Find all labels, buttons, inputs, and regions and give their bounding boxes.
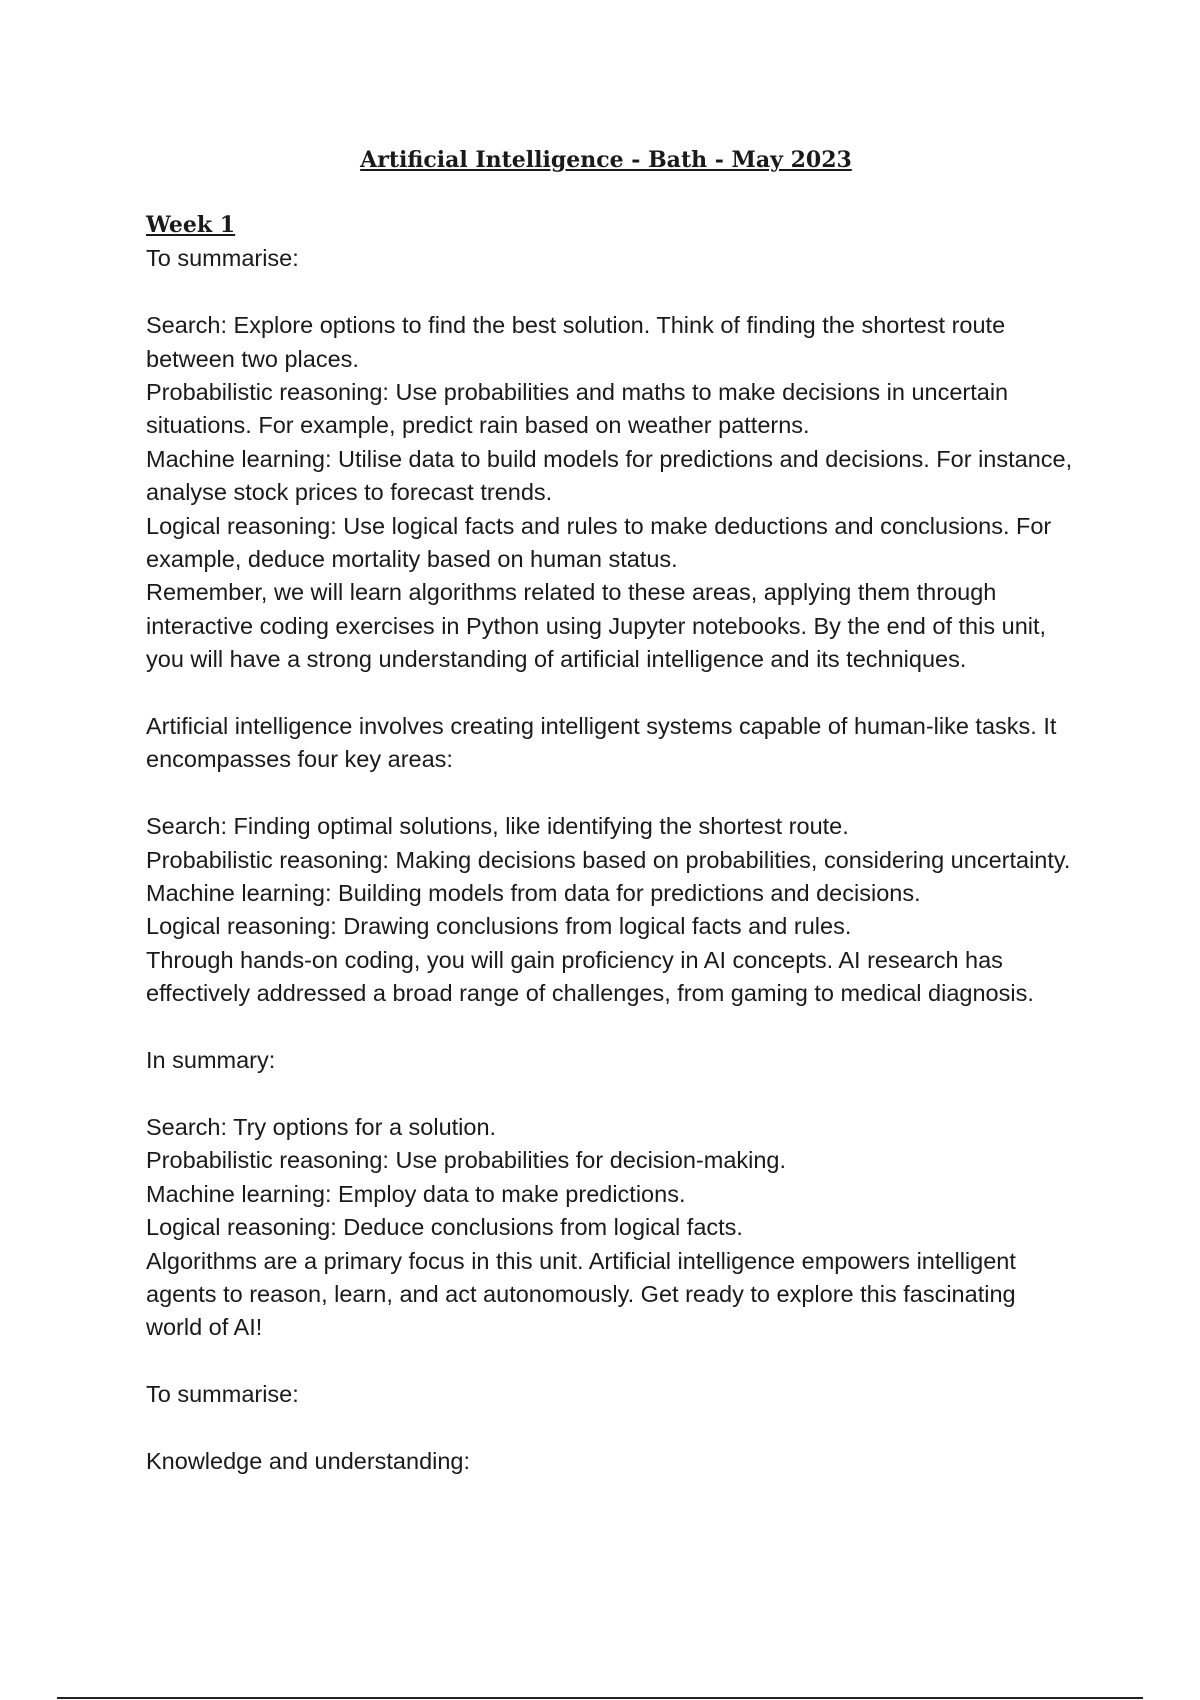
spacer xyxy=(146,1011,1076,1044)
document-title: Artificial Intelligence - Bath - May 2023 xyxy=(360,147,852,173)
section2-probabilistic: Probabilistic reasoning: Making decisions based on probabilities, considering uncertainty. xyxy=(146,846,1071,873)
spacer xyxy=(146,1412,1076,1445)
week-heading: Week 1 xyxy=(146,212,236,238)
ai-overview-paragraph: Artificial intelligence involves creating intelligent systems capable of human-like tasks. It encompasses four key areas: xyxy=(146,713,1057,773)
summary-label: In summary: xyxy=(146,1047,276,1074)
section3-logical: Logical reasoning: Deduce conclusions from logical facts. xyxy=(146,1214,743,1241)
section2-search: Search: Finding optimal solutions, like identifying the shortest route. xyxy=(146,813,849,840)
section2-logical: Logical reasoning: Drawing conclusions from logical facts and rules. xyxy=(146,913,852,940)
section2-machine-learning: Machine learning: Building models from data for predictions and decisions. xyxy=(146,880,921,907)
section3-search: Search: Try options for a solution. xyxy=(146,1113,497,1140)
intro-label: To summarise: xyxy=(146,245,299,272)
section1-probabilistic: Probabilistic reasoning: Use probabilities and maths to make decisions in uncertain situations. For example, predict rain based on weather patterns. xyxy=(146,379,1009,439)
spacer xyxy=(146,1078,1076,1111)
section3-algorithms: Algorithms are a primary focus in this unit. Artificial intelligence empowers intelligent agents to reason, learn, and act autonomously. Get ready to explore this fascinating world of AI! xyxy=(146,1247,1016,1341)
document-page xyxy=(146,143,1076,1478)
section2-hands-on: Through hands-on coding, you will gain proficiency in AI concepts. AI research has effectively addressed a broad range of challenges, from gaming to medical diagnosis. xyxy=(146,946,1034,1007)
page-bottom-rule xyxy=(57,1697,1143,1699)
section3-machine-learning: Machine learning: Employ data to make predictions. xyxy=(146,1180,686,1207)
knowledge-label: Knowledge and understanding: xyxy=(146,1447,471,1474)
section1-search: Search: Explore options to find the best solution. Think of finding the shortest route between two places. xyxy=(146,312,1006,372)
closing-label: To summarise: xyxy=(146,1381,299,1408)
section1-logical: Logical reasoning: Use logical facts and rules to make deductions and conclusions. For example, deduce mortality based on human status. xyxy=(146,512,1052,573)
spacer xyxy=(146,777,1076,810)
spacer xyxy=(146,677,1076,710)
spacer xyxy=(146,276,1076,309)
spacer xyxy=(146,1345,1076,1378)
section1-machine-learning: Machine learning: Utilise data to build models for predictions and decisions. For instance, analyse stock prices to forecast trends. xyxy=(146,445,1073,506)
section1-remember: Remember, we will learn algorithms related to these areas, applying them through interactive coding exercises in Python using Jupyter notebooks. By the end of this unit, you will have a strong understanding of artificial intelligence and its techniques. xyxy=(146,579,1047,673)
section3-probabilistic: Probabilistic reasoning: Use probabilities for decision-making. xyxy=(146,1147,787,1174)
